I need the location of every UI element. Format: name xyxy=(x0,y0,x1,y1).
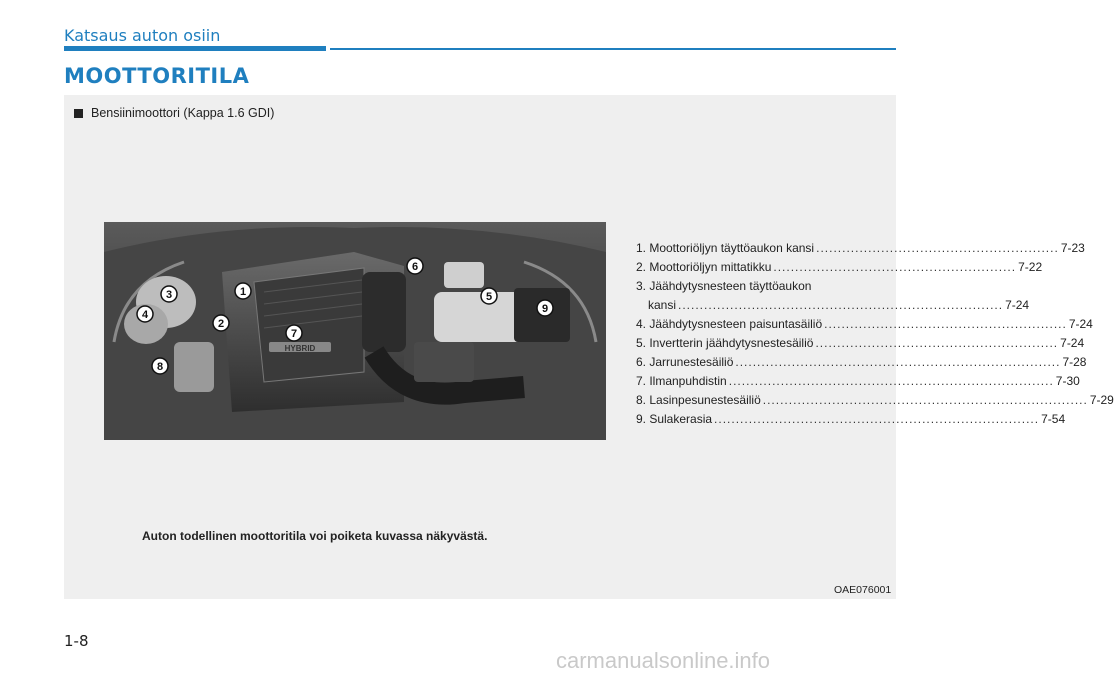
legend-item: 7. Ilmanpuhdistin ........................................................................... 7-30 xyxy=(636,374,1080,388)
legend-item: 5. Invertterin jäähdytysnestesäiliö ........................................................ 7-24 xyxy=(636,336,1085,350)
callout-7 xyxy=(286,325,302,341)
callout-8 xyxy=(152,358,168,374)
callout-2 xyxy=(213,315,229,331)
callout-1 xyxy=(235,283,251,299)
bullet-square-icon xyxy=(74,109,83,118)
svg-text:2: 2 xyxy=(217,318,225,330)
legend-item: 1. Moottoriöljyn täyttöaukon kansi ........................................................ 7-23 xyxy=(636,241,1085,255)
engine-bay-illustration xyxy=(104,222,606,440)
callout-6 xyxy=(407,258,423,274)
svg-text:7: 7 xyxy=(290,328,298,340)
engine-caption-text: Bensiinimoottori (Kappa 1.6 GDI) xyxy=(91,106,275,120)
engine-bay-photo xyxy=(104,222,606,440)
hybrid-badge-text: HYBRID xyxy=(284,344,316,353)
svg-text:8: 8 xyxy=(156,361,164,373)
legend-item: 2. Moottoriöljyn mittatikku ........................................................ 7-22 xyxy=(636,260,1043,274)
header-rule-thin xyxy=(330,48,896,50)
legend-item: kansi ........................................................................... 7-24 xyxy=(648,298,1030,312)
callout-3 xyxy=(161,286,177,302)
svg-text:1: 1 xyxy=(239,286,247,298)
page-number: 1-8 xyxy=(64,632,89,650)
legend-item: 8. Lasinpesunestesäiliö ........................................................................... 7-29 xyxy=(636,393,1114,407)
legend-item: 4. Jäähdytysnesteen paisuntasäiliö ........................................................ 7-24 xyxy=(636,317,1093,331)
component-legend xyxy=(636,236,1114,426)
figure-note: Auton todellinen moottoritila voi poiketa kuvassa näkyvästä. xyxy=(142,529,488,543)
legend-item: 6. Jarrunestesäiliö ........................................................................... 7-28 xyxy=(636,355,1087,369)
section-header: Katsaus auton osiin xyxy=(64,26,221,45)
legend-item: 3. Jäähdytysnesteen täyttöaukon xyxy=(636,279,812,293)
callout-4 xyxy=(137,306,153,322)
svg-text:6: 6 xyxy=(411,261,419,273)
callout-9 xyxy=(537,300,553,316)
page-title: MOOTTORITILA xyxy=(64,64,250,88)
figure-code: OAE076001 xyxy=(834,584,892,596)
legend-item: 9. Sulakerasia ........................................................................... 7-54 xyxy=(636,412,1066,426)
watermark: carmanualsonline.info xyxy=(556,648,771,673)
header-rule-thick xyxy=(64,46,326,51)
svg-text:3: 3 xyxy=(165,289,173,301)
callout-5 xyxy=(481,288,497,304)
svg-text:4: 4 xyxy=(141,309,149,321)
svg-text:5: 5 xyxy=(485,291,493,303)
engine-caption xyxy=(74,106,274,120)
svg-text:9: 9 xyxy=(541,303,549,315)
